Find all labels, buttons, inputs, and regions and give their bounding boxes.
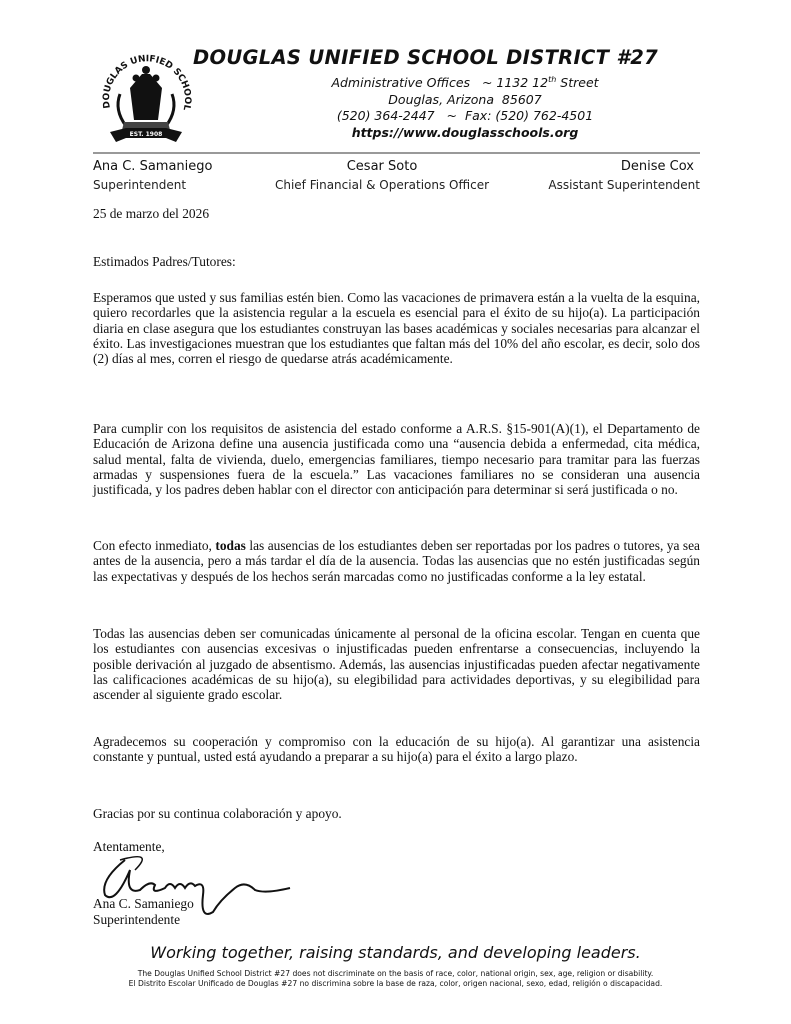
staff-title: Assistant Superintendent (548, 178, 700, 192)
p3-bold: todas (215, 538, 246, 553)
paragraph-1: Esperamos que usted y sus familias estén bien. Como las vacaciones de primavera están a la vuelta de la esquina, quiero recordarles que la asistencia regular a la escuela es esencial para el éxito de su hijo(a). La participación diaria en clase asegura que los estudiantes construyan las bases académicas y sociales necesarias para alcanzar el éxito. Las investigaciones muestran que los estudiantes que faltan más del 10% del año escolar, es decir, solo dos (2) días al mes, corren el riesgo de quedarse atrás académicamente. (93, 290, 700, 367)
paragraph-3 (93, 538, 700, 584)
address-suffix: Street (556, 75, 599, 91)
staff-assistant-superintendent (548, 158, 700, 194)
paragraph-5: Agradecemos su cooperación y compromiso con la educación de su hijo(a). Al garantizar una asistencia constante y puntual, usted está ayudando a preparar a su hijo(a) para el éxito a largo plazo. (93, 734, 700, 765)
staff-name: Cesar Soto (346, 159, 418, 174)
staff-cfo (262, 158, 502, 194)
paragraph-2: Para cumplir con los requisitos de asistencia del estado conforme a A.R.S. §15-901(A)(1), el Departamento de Educación de Arizona define una ausencia justificada como una “ausencia debida a enfermedad, cita médica, salud mental, falta de vivienda, duelo, emergencias familiares, tiempo necesario para tramitar para las fuerzas armadas y suspensiones fuera de la escuela.” Las vacaciones familiares no se consideran una ausencia justificada, y los padres deben hablar con el director con anticipación para determinar si será justificada o no. (93, 421, 700, 498)
nondiscrimination-statement (0, 969, 791, 989)
phone-line: (520) 364-2447 ~ Fax: (520) 762-4501 (336, 108, 594, 124)
staff-title: Chief Financial & Operations Officer (274, 178, 490, 192)
letter-closing: Atentamente, (93, 839, 165, 854)
staff-title: Superintendent (93, 178, 187, 192)
address-line-1 (230, 72, 700, 92)
address-line-2: Douglas, Arizona 85607 (388, 91, 542, 107)
district-name: DOUGLAS UNIFIED SCHOOL DISTRICT #27 (193, 46, 658, 69)
staff-name: Denise Cox (620, 159, 694, 174)
svg-text:EST. 1908: EST. 1908 (129, 131, 163, 138)
address-sup: th (548, 75, 557, 84)
address-prefix: Administrative Offices ~ 1132 12 (331, 75, 549, 91)
staff-superintendent (93, 158, 212, 194)
nondiscrimination-es: El Distrito Escolar Unificado de Douglas #27 no discrimina sobre la base de raza, color, origen nacional, sexo, edad, religión o discapacidad. (128, 979, 663, 988)
p3-post: las ausencias de los estudiantes deben ser reportadas por los padres o tutores, ya sea antes de la ausencia, pero a más tardar el día de la ausencia. Todas las ausencias que no estén justificadas según las expectativas y después de los hechos serán marcadas como no justificadas conforme a la ley estatal. (93, 538, 700, 584)
staff-name: Ana C. Samaniego (93, 159, 213, 174)
p3-pre: Con efecto inmediato, (93, 538, 216, 553)
letter-date: 25 de marzo del 2026 (93, 206, 210, 221)
footer-tagline: Working together, raising standards, and developing leaders. (150, 943, 641, 962)
letter-salutation: Estimados Padres/Tutores: (93, 254, 236, 269)
paragraph-6: Gracias por su continua colaboración y apoyo. (93, 806, 342, 821)
signer-name: Ana C. Samaniego (93, 896, 194, 911)
signer-title: Superintendente (93, 912, 181, 927)
district-logo (96, 48, 196, 150)
svg-text:DOUGLAS UNIFIED SCHOOL DISTRIC: DOUGLAS UNIFIED SCHOOL (101, 54, 193, 112)
header-divider (93, 152, 700, 154)
nondiscrimination-en: The Douglas Unified School District #27 does not discriminate on the basis of race, color, national origin, sex, age, religion or disability. (137, 969, 654, 978)
letterhead-address (230, 72, 700, 141)
paragraph-4: Todas las ausencias deben ser comunicadas únicamente al personal de la oficina escolar. Tengan en cuenta que los estudiantes con ausencias excesivas o injustificadas pueden enfrentarse a consecuencias, incluyendo la posible derivación al juzgado de absentismo. Además, las ausencias injustificadas pueden afectar negativamente las calificaciones académicas de su hijo(a), su elegibilidad para actividades deportivas, y su elegibilidad para ascender al siguiente grado escolar. (93, 626, 700, 703)
website-link[interactable]: https://www.douglasschools.org (351, 124, 579, 140)
